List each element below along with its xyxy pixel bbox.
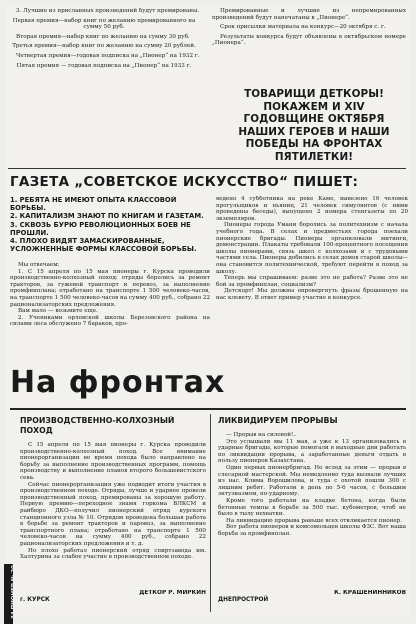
gazeta-points bbox=[10, 196, 210, 260]
page-number-label: 34 ПИОНЕР № 20 bbox=[10, 565, 17, 619]
right-article-heading: ЛИКВИДИРУЕМ ПРОРЫВЫ bbox=[218, 416, 338, 425]
rules-p2: Срок присылки материала на конкурс—20 октября с. г. bbox=[220, 24, 386, 31]
divider bbox=[8, 168, 406, 169]
left-article-heading: ПРОИЗВОДСТВЕННО-КОЛХОЗНЫЙ ПОХОД bbox=[20, 416, 175, 435]
magazine-page bbox=[6, 4, 410, 617]
right-article-body: — Прорыв на силовой!.. Это услышали мы 11 мая, а уже к 13 организовались в ударные бригады, которые помогали в выходные дни работать по ликвидации прорыва, а заработанные деньги отдать в пользу пионеров Казахстана. Один первых пионербригад. Но вслед за этим — прорыв в слесарной мастерской. Мы немедленно туда вызвали лучших из нас. Клима Ворошилова, и туда с охотой пошли 300 с лишним ребят. Работали в день по 5-6 часов, с большим энтузиазмом, по-ударному. Кроме того работали на кладке бетона, когда были бетонные темпы в борьбе за 500 тыс. кубометров, чтоб не было в тылу нехватки. На ликвидацию прорыва раньше всех откликается пионер. Вот работа пионеров и комсомольцев школы ФЗС. Вот наша борьба за промфинплан. bbox=[218, 432, 406, 537]
rules-p3: Результаты конкурса будут объявлены в октябрьском номере „Пионера“. bbox=[212, 33, 406, 47]
section-rule bbox=[10, 408, 406, 410]
left-article-body: С 15 апреля по 15 мая пионеры г. Курска проводили производственно-колхозный поход. Все внимание пионерорганизации во время похода было направлено на борьбу за выполнение производственных программ, помощь производству и выполнение планов второго большевистского сева. Сейчас пионерорганизация уже подводит итоги участия в производственном походе. Отряды, лучше и ударнее провели производственный поход, премированы за хорошую работу. Первую премию—переходное знамя горкома ВЛКСМ и райбюро ДКО—получил пионерский отряд курского станционного узла № 10. Отрядом проведена большая работа в борьбе за ремонт тракторов и паровоз, за выполнение транспортного плана; отработано на транспорте 1 500 человеко-часов на сумму 400 руб., собрано 22 рационализаторских предложения и т. д. Но плохо работал пионерский отряд спиртзавода им. Халтурина за слабое участие в производственном походе. bbox=[20, 442, 206, 561]
prize-5: Пятая премия — годовая подписка на „Пионер“ на 1933 г. bbox=[16, 62, 192, 69]
gazeta-point-1: 1. РЕБЯТА НЕ ИМЕЮТ ОПЫТА КЛАССОВОЙ БОРЬБЫ. bbox=[10, 196, 177, 213]
right-article-byline: К. КРАШЕНИННИКОВ ДНЕПРОСТРОЙ bbox=[218, 590, 406, 603]
section-title: На фронтах bbox=[10, 365, 226, 400]
contest-prizes-column bbox=[8, 8, 200, 162]
prize-3: Третья премия—набор книг по желанию на сумму 20 рублей. bbox=[12, 43, 196, 50]
gazeta-point-2: 2. КАПИТАЛИЗМ ЗНАЮТ ПО КНИГАМ И ГАЗЕТАМ. bbox=[10, 212, 204, 221]
slogan-text: ТОВАРИЩИ ДЕТКОРЫ! ПОКАЖЕМ И XIV ГОДОВЩИНЕ ОКТЯБРЯ НАШИХ ГЕРОЕВ И НАШИ ПОБЕДЫ НА ФРОНТАХ ПЯТИЛЕТКИ! bbox=[238, 88, 390, 162]
column-divider bbox=[210, 414, 211, 612]
gazeta-point-4: 4. ПЛОХО ВИДЯТ ЗАМАСКИРОВАННЫЕ, УСЛОЖНЕННЫЕ ФОРМЫ КЛАССОВОЙ БОРЬБЫ. bbox=[10, 237, 197, 254]
gazeta-left-body: Мы отвечаем: 1. С 15 апреля по 15 мая пионеры г. Курска проводили производственно-колхозный поход: отряды боролись за ремонт тракторов, за гужевой транспорт и перевоз, за выполнение промфинплана; отработано на транспорте 1 500 человеко-часов, на транспорте 1 500 человеко-часов на сумму 400 руб., собрано 22 рационализаторских предложения. Вам мало — возьмите еще. 2. Учениками орловской школы Березовского района на силами леса обслужено 7 бараков, про- bbox=[10, 262, 210, 328]
prize-1: Первая премия—набор книг по желанию премированного на сумму 50 руб. bbox=[12, 17, 196, 31]
contest-rules-column bbox=[212, 8, 406, 88]
slogan-box bbox=[222, 88, 406, 162]
rules-p1: Премированные и лучшие из непремированных произведений будут напечатаны в „Пионере“. bbox=[212, 8, 406, 21]
contest-intro: 3. Лучшие из присланных произведений будут премированы. bbox=[16, 8, 200, 14]
prize-4: Четвертая премия—годовая подписка на „Пионер“ на 1932 г. bbox=[16, 52, 200, 59]
left-article-byline: ДЕТКОР Р. МИРКИН г. КУРСК bbox=[20, 590, 206, 603]
gazeta-title: ГАЗЕТА „СОВЕТСКОЕ ИСКУССТВО“ ПИШЕТ: bbox=[10, 174, 359, 190]
prize-2: Вторая премия—набор книг по желанию на сумму 30 руб. bbox=[16, 33, 190, 40]
gazeta-point-3: 3. СКВОЗЬ БУРЮ РЕВОЛЮЦИОННЫХ БОЕВ НЕ ПРОШЛИ. bbox=[10, 220, 191, 237]
gazeta-right-body: ведено 4 субботника на реке Каме, вывезено 16 человек прогульщиков и пьяниц, 21 человек симулянтов (с ними проведены беседы), выпущено 2 номера стенгазеты по 20 экземпляров. Пионеры города Умани боролись за политехнизм с начала учебного года. В селах и предместьях города поехали пионерские бригады. Пионеры организовали митинги, демонстрации. Плакаты требовали 100-процентного посещения школы пионерами, связь школ с колхозами и с трудовыми частями села. Пионеры добились в селах домов старой школы—она становится политехнической, требуют перейти в поход за школу. Теперь мы спрашиваем: разве это не работа? Разве это не бой за промфинплан, социализм? Детскорт! Мы должны опровергнуть фразы брошенную на нас клевету. В ответ пример участие в конкурсе. bbox=[216, 196, 408, 301]
